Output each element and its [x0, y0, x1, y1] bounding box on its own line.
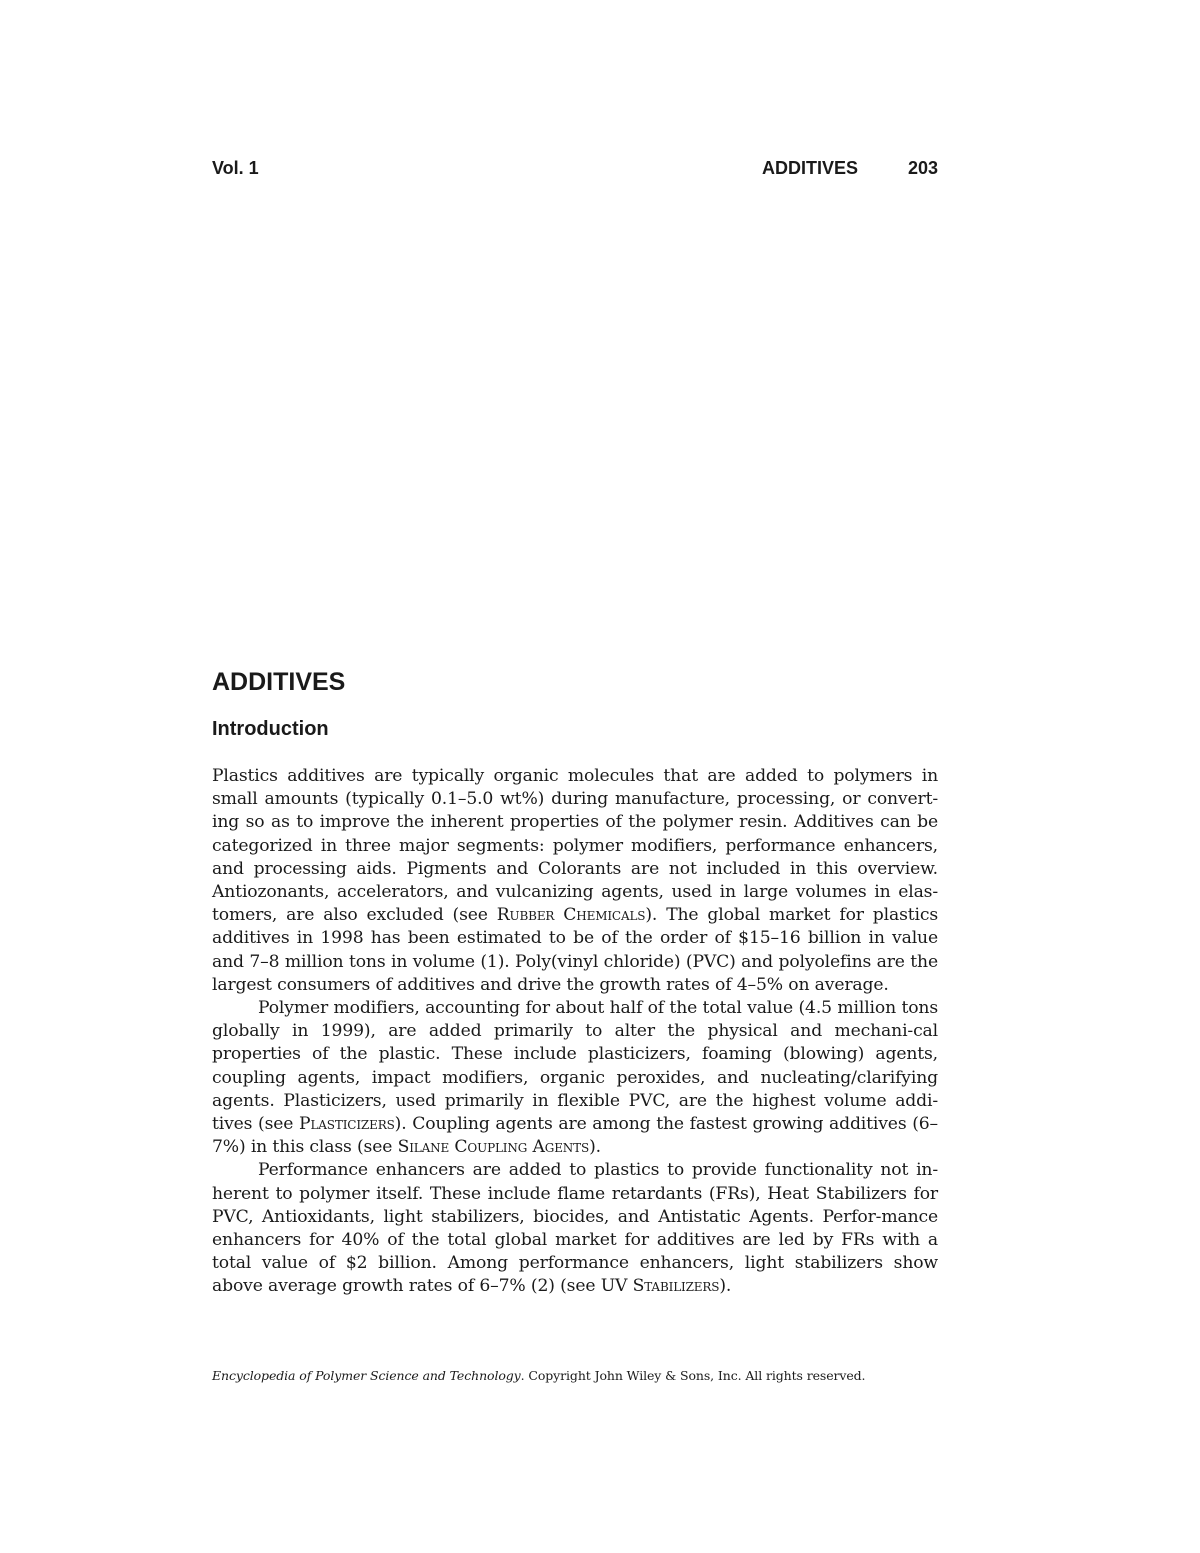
- paragraph-2-text-a: Polymer modifiers, accounting for about half of the total value (4.5 million tons globally in 1999), are added primarily to alter the physical and mechani-cal properties of the plastic. These include plasticizers, foaming (blowing) agents, coupling agents, impact modifiers, organic peroxides, and nucleating/clarifying agents. Plasticizers, used primarily in flexible PVC, are the highest volume addi-tives (see: [212, 998, 938, 1135]
- paragraph-1-text-b: ). The global market for plastics additives in 1998 has been estimated to be of the order of $15–16 billion in value and 7–8 million tons in volume (1). Poly(vinyl chloride) (PVC) and polyolefins are the largest consumers of additives and drive the growth rates of 4–5% on average.: [212, 905, 938, 995]
- page-number: 203: [907, 158, 938, 178]
- section-heading-introduction: Introduction: [212, 718, 329, 740]
- cross-reference-uv-stabilizers: Stabilizers: [632, 1276, 720, 1297]
- paragraph-3: [212, 1159, 938, 1298]
- cross-reference-plasticizers: Plasticizers: [299, 1114, 395, 1135]
- publication-title: Encyclopedia of Polymer Science and Technology: [212, 1368, 521, 1383]
- copyright-footer: [212, 1368, 938, 1383]
- paragraph-2-text-c: ).: [589, 1137, 601, 1158]
- running-head: [212, 158, 938, 184]
- article-title: ADDITIVES: [212, 668, 346, 696]
- paragraph-1-text-a: Plastics additives are typically organic molecules that are added to polymers in small amounts (typically 0.1–5.0 wt%) during manufacture, processing, or convert-ing so as to improve the inherent properties of the polymer resin. Additives can be categorized in three major segments: polymer modifiers, performance enhancers, and processing aids. Pigments and Colorants are not included in this overview. Antiozonants, accelerators, and vulcanizing agents, used in large volumes in elas-tomers, are also excluded (see: [212, 766, 938, 926]
- paragraph-1: [212, 765, 938, 997]
- paragraph-3-text-b: ).: [719, 1276, 732, 1297]
- cross-reference-rubber-chemicals: Rubber Chemicals: [496, 905, 646, 926]
- paragraph-3-text-a: Performance enhancers are added to plastics to provide functionality not in-herent to polymer itself. These include flame retardants (FRs), Heat Stabilizers for PVC, Antioxidants, light stabilizers, biocides, and Antistatic Agents. Perfor-mance enhancers for 40% of the total global market for additives are led by FRs with a total value of $2 billion. Among performance enhancers, light stabilizers show above average growth rates of 6–7% (2) (see UV: [212, 1160, 938, 1297]
- paragraph-2: [212, 997, 938, 1159]
- volume-label: Vol. 1: [212, 158, 259, 178]
- copyright-text: . Copyright John Wiley & Sons, Inc. All rights reserved.: [520, 1368, 866, 1383]
- running-section-title: ADDITIVES: [761, 158, 858, 178]
- cross-reference-silane-coupling-agents: Silane Coupling Agents: [397, 1137, 590, 1158]
- article-body: [212, 765, 938, 1299]
- paragraph-2-text-b: ). Coupling agents are among the fastest growing additives (6–7%) in this class (see: [212, 1114, 938, 1158]
